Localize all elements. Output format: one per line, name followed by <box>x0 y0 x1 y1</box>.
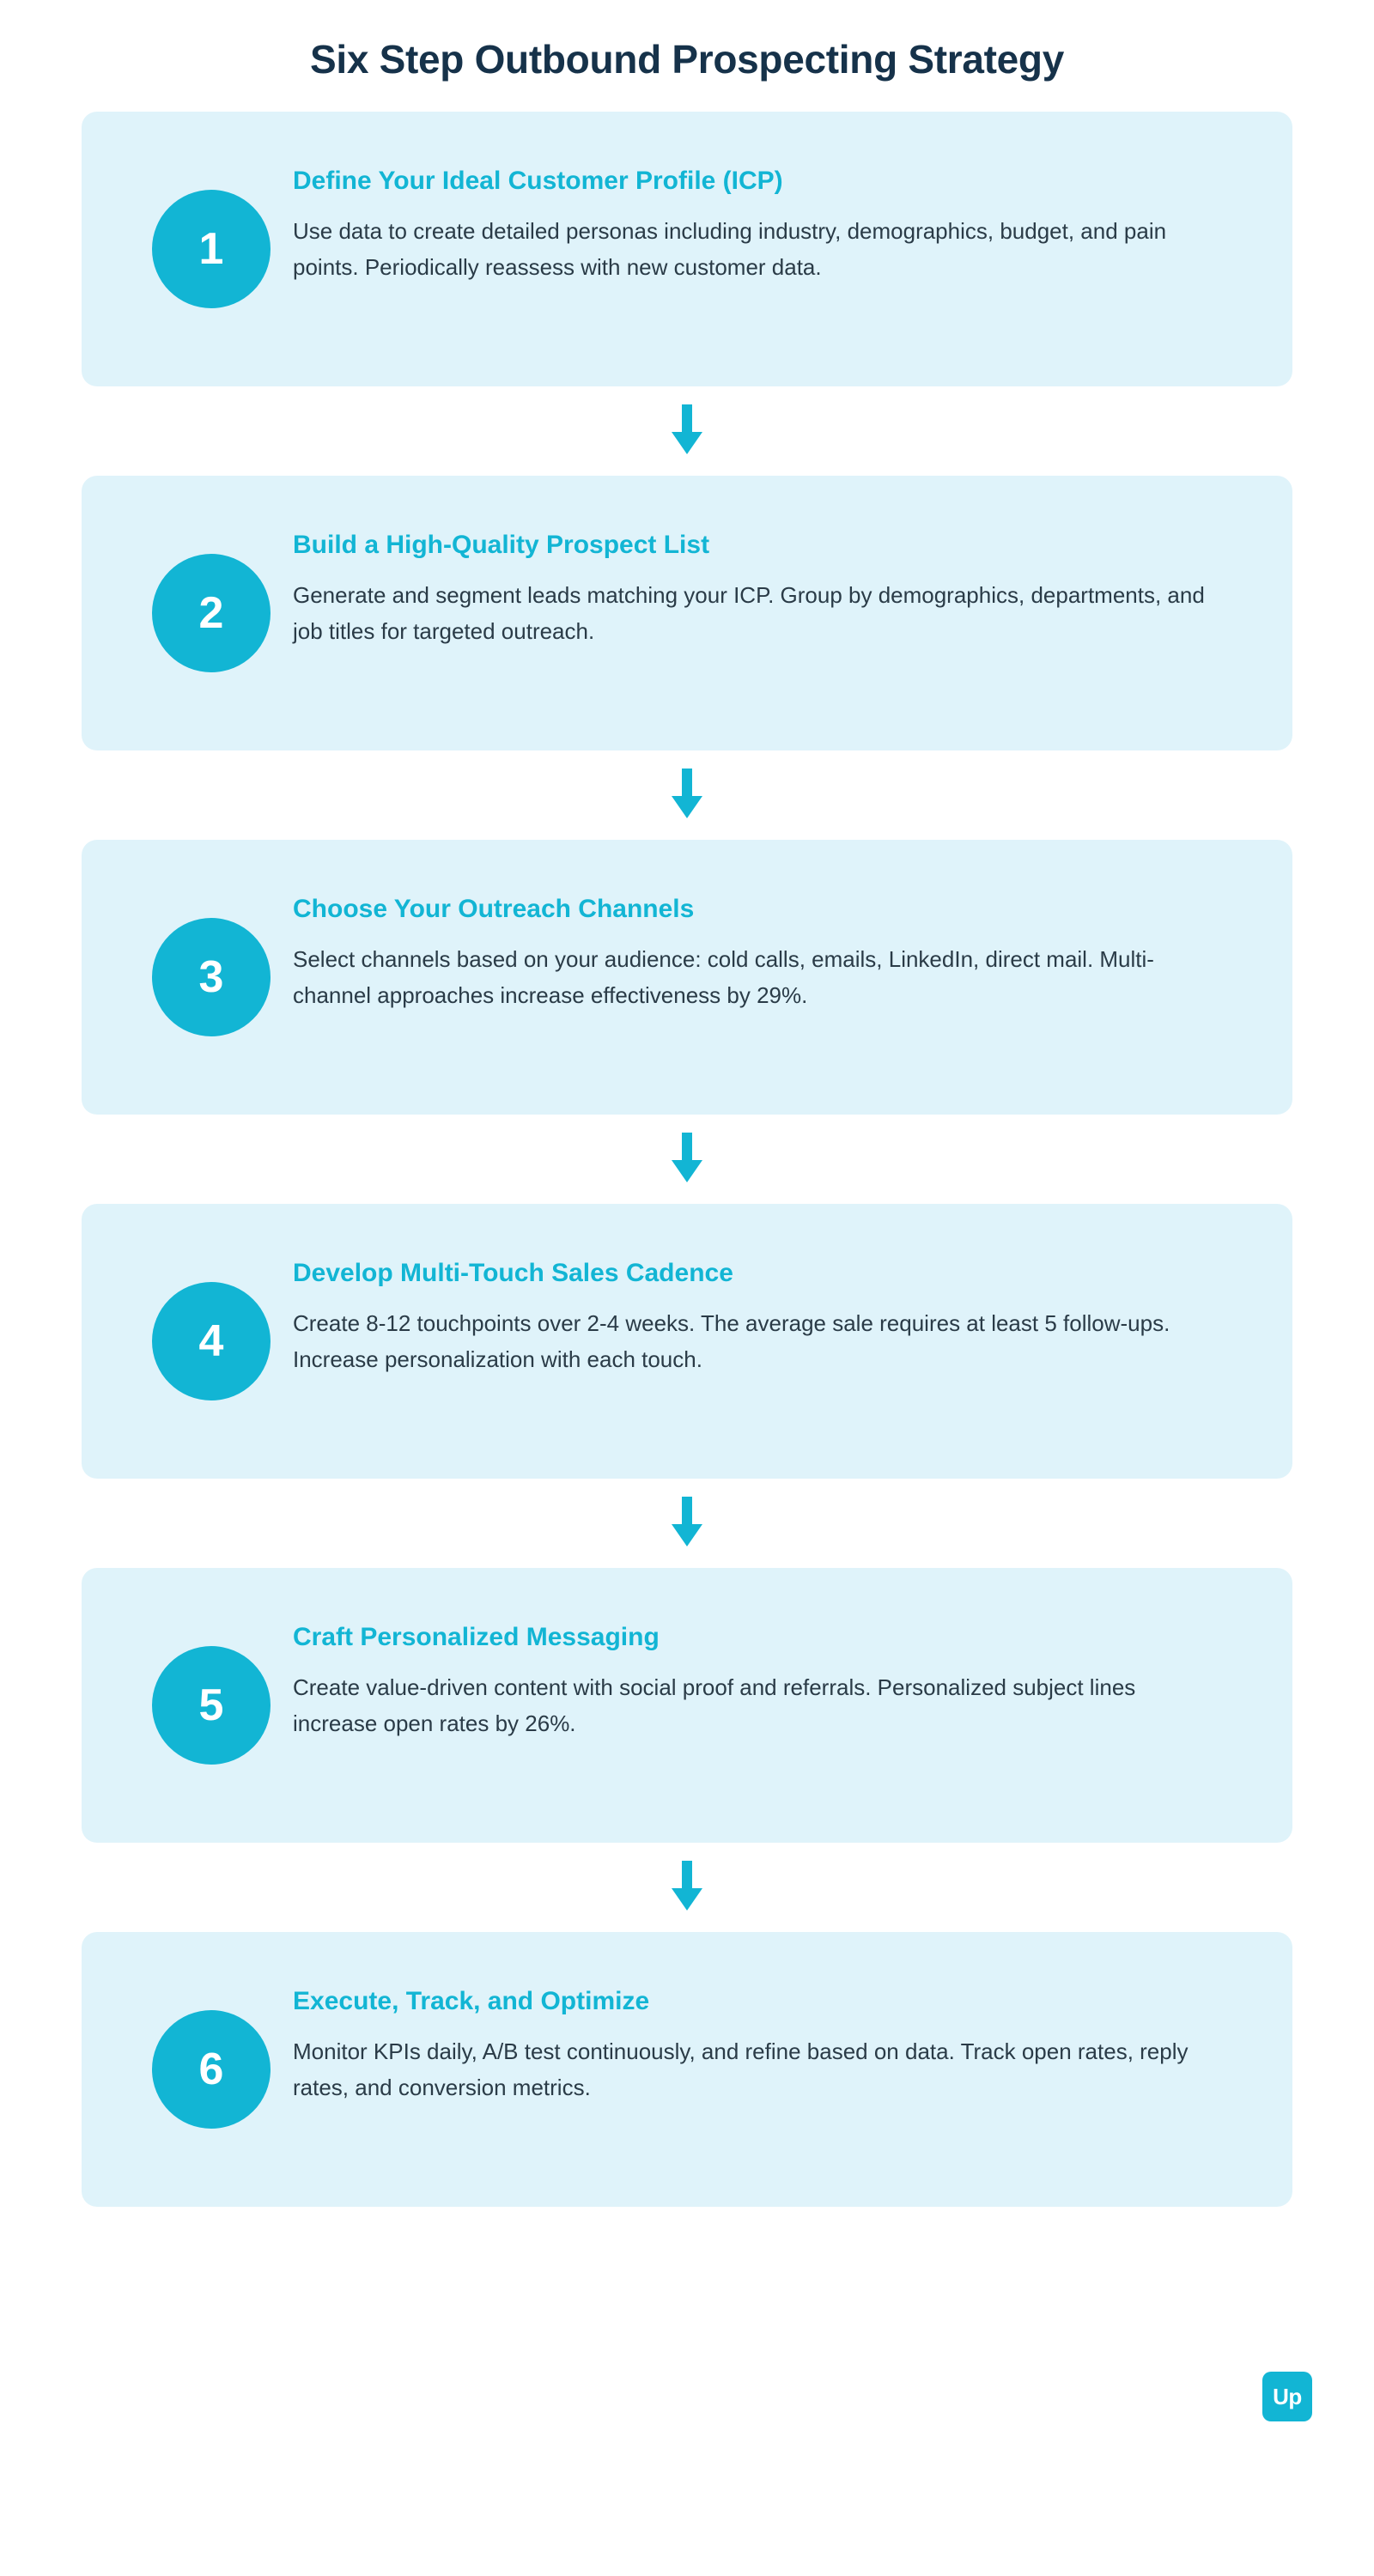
step-title: Choose Your Outreach Channels <box>293 895 695 923</box>
step-description: Create 8-12 touchpoints over 2-4 weeks. The average sale requires at least 5 follow-ups. Increase personalization with each touch. <box>293 1309 1170 1372</box>
flow-connector <box>82 1115 1292 1204</box>
step-badge-wrap <box>130 190 293 308</box>
step-body <box>293 156 1241 285</box>
arrow-down-icon <box>668 1497 706 1550</box>
arrow-down-icon <box>668 1861 706 1914</box>
step-badge-wrap <box>130 554 293 672</box>
step-number-badge: 4 <box>152 1282 271 1400</box>
flow-connector <box>82 386 1292 476</box>
step-description: Monitor KPIs daily, A/B test continuously, and refine based on data. Track open rates, reply rates, and conversion metrics. <box>293 2038 1189 2100</box>
arrow-down-icon <box>668 1133 706 1186</box>
step-badge-wrap <box>130 1282 293 1400</box>
flow-connector <box>82 1843 1292 1932</box>
step-badge-wrap <box>130 918 293 1036</box>
flow-connector <box>82 750 1292 840</box>
step-description: Select channels based on your audience: cold calls, emails, LinkedIn, direct mail. Multi-channel approaches increase effectiveness by 29%. <box>293 945 1154 1008</box>
step-card <box>82 1568 1292 1843</box>
step-number-badge: 6 <box>152 2010 271 2129</box>
step-number-badge: 2 <box>152 554 271 672</box>
step-title: Develop Multi-Touch Sales Cadence <box>293 1259 733 1287</box>
flow-connector <box>82 1479 1292 1568</box>
page-title: Six Step Outbound Prospecting Strategy <box>309 37 1065 82</box>
step-badge-wrap <box>130 2010 293 2129</box>
step-body <box>293 1977 1241 2105</box>
step-card <box>82 840 1292 1115</box>
step-number-badge: 5 <box>152 1646 271 1765</box>
step-title: Execute, Track, and Optimize <box>293 1987 650 2015</box>
step-number-badge: 1 <box>152 190 271 308</box>
step-card <box>82 476 1292 750</box>
step-title: Craft Personalized Messaging <box>293 1623 660 1651</box>
step-badge-wrap <box>130 1646 293 1765</box>
step-body <box>293 520 1241 649</box>
step-card <box>82 1932 1292 2207</box>
step-title: Define Your Ideal Customer Profile (ICP) <box>293 167 783 195</box>
step-card <box>82 1204 1292 1479</box>
step-body <box>293 1613 1241 1741</box>
step-description: Use data to create detailed personas including industry, demographics, budget, and pain points. Periodically reassess with new customer data. <box>293 217 1167 280</box>
arrow-down-icon <box>668 404 706 458</box>
step-body <box>293 1249 1241 1377</box>
step-title: Build a High-Quality Prospect List <box>293 531 710 559</box>
step-description: Generate and segment leads matching your ICP. Group by demographics, departments, and job titles for targeted outreach. <box>293 581 1205 644</box>
step-description: Create value-driven content with social proof and referrals. Personalized subject lines increase open rates by 26%. <box>293 1674 1136 1736</box>
step-body <box>293 884 1241 1013</box>
arrow-down-icon <box>668 769 706 822</box>
brand-logo-icon: Up <box>1262 2372 1312 2421</box>
steps-flow <box>82 112 1292 2207</box>
step-number-badge: 3 <box>152 918 271 1036</box>
step-card <box>82 112 1292 386</box>
